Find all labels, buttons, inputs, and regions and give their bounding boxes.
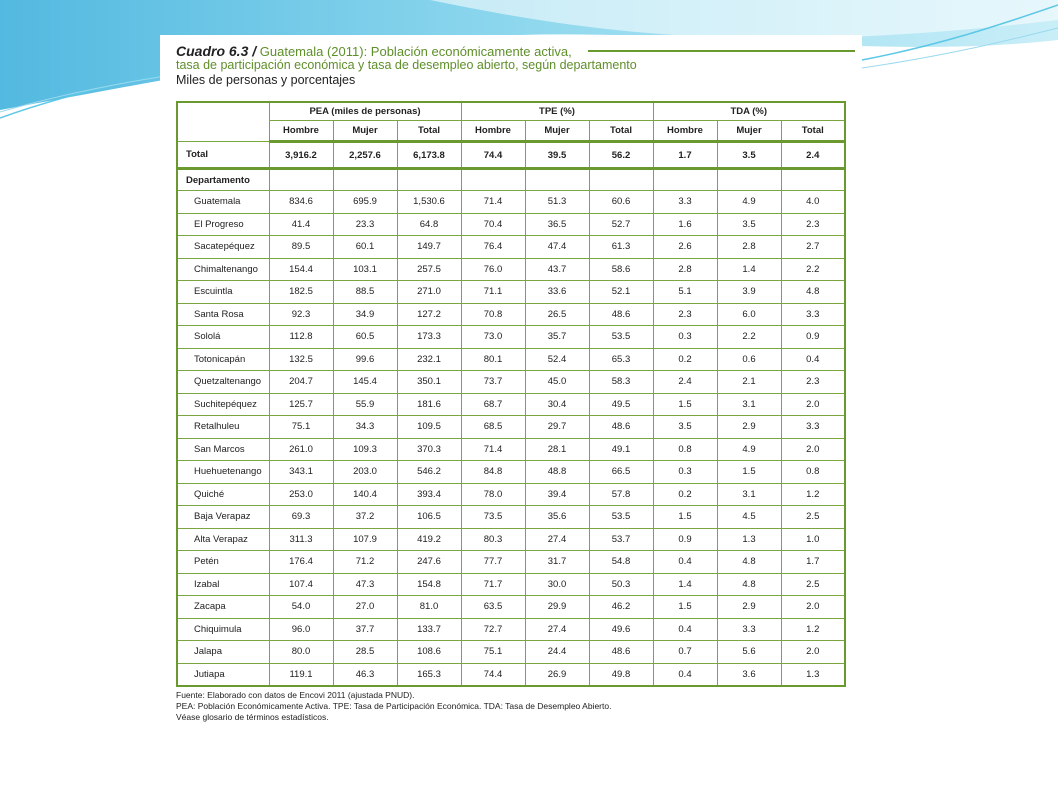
row-label: Chimaltenango: [177, 258, 269, 281]
table-row: [177, 461, 845, 484]
table-cell: 71.7: [461, 573, 525, 596]
table-cell: 53.7: [589, 528, 653, 551]
table-cell: 108.6: [397, 641, 461, 664]
row-label: Totonicapán: [177, 348, 269, 371]
table-cell: [781, 169, 845, 191]
subheader-cell: Total: [589, 121, 653, 142]
table-cell: 271.0: [397, 281, 461, 304]
subheader-cell: Hombre: [461, 121, 525, 142]
table-cell: 247.6: [397, 551, 461, 574]
table-cell: 77.7: [461, 551, 525, 574]
table-cell: 343.1: [269, 461, 333, 484]
table-row: [177, 303, 845, 326]
table-cell: 34.9: [333, 303, 397, 326]
table-cell: 0.4: [653, 551, 717, 574]
table-cell: 49.5: [589, 393, 653, 416]
table-cell: 36.5: [525, 213, 589, 236]
table-cell: 203.0: [333, 461, 397, 484]
subheader-cell: Hombre: [653, 121, 717, 142]
table-cell: 28.5: [333, 641, 397, 664]
table-cell: 37.7: [333, 618, 397, 641]
table-row: [177, 483, 845, 506]
table-cell: 419.2: [397, 528, 461, 551]
row-label: Guatemala: [177, 191, 269, 214]
table-cell: 0.2: [653, 483, 717, 506]
table-cell: 52.7: [589, 213, 653, 236]
table-cell: 39.4: [525, 483, 589, 506]
table-cell: 546.2: [397, 461, 461, 484]
table-cell: 5.1: [653, 281, 717, 304]
table-cell: 48.8: [525, 461, 589, 484]
table-cell: 311.3: [269, 528, 333, 551]
table-cell: 71.4: [461, 438, 525, 461]
table-cell: 68.5: [461, 416, 525, 439]
table-cell: 149.7: [397, 236, 461, 259]
row-label: Total: [177, 142, 269, 169]
table-cell: 1.5: [653, 393, 717, 416]
table-cell: 3.3: [781, 416, 845, 439]
row-label: Zacapa: [177, 596, 269, 619]
table-cell: 204.7: [269, 371, 333, 394]
row-label: El Progreso: [177, 213, 269, 236]
row-label: Huehuetenango: [177, 461, 269, 484]
table-cell: 43.7: [525, 258, 589, 281]
table-cell: 2.0: [781, 393, 845, 416]
table-cell: 70.8: [461, 303, 525, 326]
table-cell: 133.7: [397, 618, 461, 641]
table-cell: 66.5: [589, 461, 653, 484]
row-label: San Marcos: [177, 438, 269, 461]
table-cell: 1.4: [717, 258, 781, 281]
table-cell: 58.6: [589, 258, 653, 281]
table-cell: 75.1: [461, 641, 525, 664]
table-cell: 64.8: [397, 213, 461, 236]
table-cell: [717, 169, 781, 191]
table-cell: 54.0: [269, 596, 333, 619]
table-cell: 0.9: [653, 528, 717, 551]
table-cell: 4.9: [717, 191, 781, 214]
table-cell: 4.8: [781, 281, 845, 304]
table-cell: 3.6: [717, 663, 781, 686]
table-cell: 0.3: [653, 326, 717, 349]
table-cell: 73.7: [461, 371, 525, 394]
subheader-cell: Mujer: [333, 121, 397, 142]
table-cell: 4.8: [717, 551, 781, 574]
table-cell: 0.4: [653, 663, 717, 686]
row-label: Jalapa: [177, 641, 269, 664]
table-cell: 71.1: [461, 281, 525, 304]
table-cell: 2.5: [781, 573, 845, 596]
table-cell: 173.3: [397, 326, 461, 349]
table-row: [177, 596, 845, 619]
table-cell: 3.3: [781, 303, 845, 326]
table-cell: 0.3: [653, 461, 717, 484]
table-row: [177, 506, 845, 529]
subheader-cell: Total: [397, 121, 461, 142]
table-cell: 350.1: [397, 371, 461, 394]
title-rule: [588, 50, 855, 52]
table-cell: [589, 169, 653, 191]
table-cell: 2,257.6: [333, 142, 397, 169]
table-cell: 3.9: [717, 281, 781, 304]
table-cell: 257.5: [397, 258, 461, 281]
table-cell: 58.3: [589, 371, 653, 394]
table-cell: 78.0: [461, 483, 525, 506]
table-cell: 2.5: [781, 506, 845, 529]
table-row: [177, 371, 845, 394]
table-cell: 55.9: [333, 393, 397, 416]
table-cell: 71.2: [333, 551, 397, 574]
table-cell: 2.0: [781, 641, 845, 664]
table-cell: 45.0: [525, 371, 589, 394]
header-tda: TDA (%): [653, 102, 845, 121]
row-label: Quiché: [177, 483, 269, 506]
table-cell: 31.7: [525, 551, 589, 574]
table-cell: 132.5: [269, 348, 333, 371]
table-cell: 393.4: [397, 483, 461, 506]
table-cell: 54.8: [589, 551, 653, 574]
note-glossary: Véase glosario de términos estadísticos.: [176, 712, 329, 722]
table-cell: 30.0: [525, 573, 589, 596]
table-cell: 72.7: [461, 618, 525, 641]
title-line-2: tasa de participación económica y tasa de desempleo abierto, según departamento: [176, 58, 637, 72]
table-cell: 35.6: [525, 506, 589, 529]
table-cell: [269, 169, 333, 191]
table-cell: 26.5: [525, 303, 589, 326]
table-cell: 70.4: [461, 213, 525, 236]
row-label: Chiquimula: [177, 618, 269, 641]
table-cell: 3.5: [653, 416, 717, 439]
table-cell: 53.5: [589, 326, 653, 349]
row-label: Suchitepéquez: [177, 393, 269, 416]
table-cell: 74.4: [461, 142, 525, 169]
table-cell: 0.8: [653, 438, 717, 461]
table-cell: 60.1: [333, 236, 397, 259]
subheader-cell: Mujer: [525, 121, 589, 142]
table-cell: 60.5: [333, 326, 397, 349]
table-cell: 1.7: [653, 142, 717, 169]
row-label: Baja Verapaz: [177, 506, 269, 529]
table-cell: 2.4: [781, 142, 845, 169]
table-cell: 3.3: [717, 618, 781, 641]
table-cell: 4.0: [781, 191, 845, 214]
table-cell: 0.9: [781, 326, 845, 349]
table-cell: 33.6: [525, 281, 589, 304]
table-cell: 3.3: [653, 191, 717, 214]
table-cell: 56.2: [589, 142, 653, 169]
table-cell: 80.1: [461, 348, 525, 371]
table-figure: [160, 35, 862, 725]
table-cell: 140.4: [333, 483, 397, 506]
table-row: [177, 393, 845, 416]
table-cell: 2.3: [653, 303, 717, 326]
table-cell: 6.0: [717, 303, 781, 326]
table-cell: 49.6: [589, 618, 653, 641]
table-cell: 69.3: [269, 506, 333, 529]
table-cell: 5.6: [717, 641, 781, 664]
table-cell: 232.1: [397, 348, 461, 371]
row-label: Sololá: [177, 326, 269, 349]
table-cell: 181.6: [397, 393, 461, 416]
row-label: Retalhuleu: [177, 416, 269, 439]
table-cell: 76.4: [461, 236, 525, 259]
table-cell: 2.4: [653, 371, 717, 394]
table-cell: 47.3: [333, 573, 397, 596]
table-cell: 125.7: [269, 393, 333, 416]
table-cell: 99.6: [333, 348, 397, 371]
table-cell: [461, 169, 525, 191]
table-cell: 92.3: [269, 303, 333, 326]
table-number: Cuadro 6.3 /: [176, 43, 257, 59]
table-cell: 0.8: [781, 461, 845, 484]
table-row: [177, 142, 845, 169]
table-cell: 27.0: [333, 596, 397, 619]
table-cell: 3.5: [717, 142, 781, 169]
table-cell: 4.8: [717, 573, 781, 596]
table-cell: 28.1: [525, 438, 589, 461]
title-line-1: Guatemala (2011): Población económicamente activa,: [259, 44, 572, 59]
table-cell: 34.3: [333, 416, 397, 439]
table-cell: 1.5: [653, 506, 717, 529]
table-cell: 48.6: [589, 303, 653, 326]
table-notes: [176, 690, 611, 723]
row-label: Sacatepéquez: [177, 236, 269, 259]
table-row: [177, 191, 845, 214]
table-title: [176, 45, 572, 58]
subheader-cell: Hombre: [269, 121, 333, 142]
table-row: [177, 438, 845, 461]
table-cell: 1.5: [717, 461, 781, 484]
table-cell: 0.2: [653, 348, 717, 371]
row-label: Departamento: [177, 169, 269, 191]
table-cell: 23.3: [333, 213, 397, 236]
table-row: [177, 213, 845, 236]
table-cell: 1.2: [781, 618, 845, 641]
table-row: [177, 641, 845, 664]
table-cell: 37.2: [333, 506, 397, 529]
table-cell: 52.4: [525, 348, 589, 371]
table-cell: 2.6: [653, 236, 717, 259]
table-cell: 127.2: [397, 303, 461, 326]
table-cell: 6,173.8: [397, 142, 461, 169]
table-cell: 65.3: [589, 348, 653, 371]
subheader-cell: Mujer: [717, 121, 781, 142]
table-row: [177, 528, 845, 551]
table-cell: 71.4: [461, 191, 525, 214]
table-cell: 176.4: [269, 551, 333, 574]
table-cell: 1.3: [781, 663, 845, 686]
table-cell: 48.6: [589, 641, 653, 664]
table-cell: 2.0: [781, 596, 845, 619]
table-cell: 154.8: [397, 573, 461, 596]
table-row: [177, 169, 845, 191]
table-cell: 1,530.6: [397, 191, 461, 214]
table-cell: 49.1: [589, 438, 653, 461]
table-row: [177, 348, 845, 371]
note-source: Fuente: Elaborado con datos de Encovi 2011 (ajustada PNUD).: [176, 690, 415, 700]
table-cell: 76.0: [461, 258, 525, 281]
table-cell: 3,916.2: [269, 142, 333, 169]
table-cell: 41.4: [269, 213, 333, 236]
table-cell: 261.0: [269, 438, 333, 461]
table-cell: 96.0: [269, 618, 333, 641]
table-cell: [333, 169, 397, 191]
table-cell: 3.1: [717, 393, 781, 416]
row-label: Escuintla: [177, 281, 269, 304]
table-cell: 4.9: [717, 438, 781, 461]
table-cell: 1.4: [653, 573, 717, 596]
table-cell: 106.5: [397, 506, 461, 529]
table-cell: 29.9: [525, 596, 589, 619]
subheader-row: [177, 121, 845, 142]
table-cell: 24.4: [525, 641, 589, 664]
table-cell: 2.8: [717, 236, 781, 259]
table-cell: 3.5: [717, 213, 781, 236]
table-cell: 4.5: [717, 506, 781, 529]
table-cell: 89.5: [269, 236, 333, 259]
table-cell: 46.2: [589, 596, 653, 619]
table-row: [177, 663, 845, 686]
table-row: [177, 326, 845, 349]
table-cell: 165.3: [397, 663, 461, 686]
table-cell: 2.8: [653, 258, 717, 281]
row-label: Jutiapa: [177, 663, 269, 686]
table-cell: 80.3: [461, 528, 525, 551]
table-cell: 1.3: [717, 528, 781, 551]
table-cell: 51.3: [525, 191, 589, 214]
table-cell: [653, 169, 717, 191]
table-cell: 35.7: [525, 326, 589, 349]
table-cell: 2.9: [717, 416, 781, 439]
table-cell: 0.7: [653, 641, 717, 664]
table-cell: 2.1: [717, 371, 781, 394]
table-cell: 88.5: [333, 281, 397, 304]
table-row: [177, 258, 845, 281]
table-cell: 109.3: [333, 438, 397, 461]
table-cell: 26.9: [525, 663, 589, 686]
table-cell: 1.7: [781, 551, 845, 574]
table-cell: 109.5: [397, 416, 461, 439]
table-cell: 1.2: [781, 483, 845, 506]
table-cell: 253.0: [269, 483, 333, 506]
table-cell: 1.0: [781, 528, 845, 551]
table-cell: 68.7: [461, 393, 525, 416]
table-cell: 2.7: [781, 236, 845, 259]
header-tpe: TPE (%): [461, 102, 653, 121]
table-cell: 73.5: [461, 506, 525, 529]
table-cell: 1.6: [653, 213, 717, 236]
table-row: [177, 618, 845, 641]
table-cell: 29.7: [525, 416, 589, 439]
table-cell: 119.1: [269, 663, 333, 686]
note-abbreviations: PEA: Población Económicamente Activa. TPE: Tasa de Participación Económica. TDA: Tasa de Desempleo Abierto.: [176, 701, 612, 711]
table-cell: 0.6: [717, 348, 781, 371]
table-cell: 3.1: [717, 483, 781, 506]
table-cell: 2.3: [781, 371, 845, 394]
table-cell: 49.8: [589, 663, 653, 686]
table-row: [177, 416, 845, 439]
table-cell: 61.3: [589, 236, 653, 259]
table-cell: 60.6: [589, 191, 653, 214]
data-table: [176, 101, 846, 687]
table-cell: 182.5: [269, 281, 333, 304]
table-cell: 2.9: [717, 596, 781, 619]
row-label: Santa Rosa: [177, 303, 269, 326]
row-label: Alta Verapaz: [177, 528, 269, 551]
table-cell: 48.6: [589, 416, 653, 439]
table-cell: 80.0: [269, 641, 333, 664]
table-cell: 46.3: [333, 663, 397, 686]
table-cell: 39.5: [525, 142, 589, 169]
table-cell: 834.6: [269, 191, 333, 214]
header-pea: PEA (miles de personas): [269, 102, 461, 121]
row-label: Quetzaltenango: [177, 371, 269, 394]
table-cell: 81.0: [397, 596, 461, 619]
table-cell: 107.9: [333, 528, 397, 551]
table-cell: 84.8: [461, 461, 525, 484]
table-cell: 27.4: [525, 528, 589, 551]
table-row: [177, 573, 845, 596]
table-cell: 2.0: [781, 438, 845, 461]
subheader-cell: Total: [781, 121, 845, 142]
table-cell: 112.8: [269, 326, 333, 349]
table-cell: 63.5: [461, 596, 525, 619]
table-cell: 57.8: [589, 483, 653, 506]
table-cell: 73.0: [461, 326, 525, 349]
table-cell: 0.4: [653, 618, 717, 641]
table-cell: 1.5: [653, 596, 717, 619]
table-cell: 0.4: [781, 348, 845, 371]
table-cell: 75.1: [269, 416, 333, 439]
table-cell: 107.4: [269, 573, 333, 596]
table-cell: 2.3: [781, 213, 845, 236]
table-cell: 103.1: [333, 258, 397, 281]
table-cell: 2.2: [781, 258, 845, 281]
table-cell: 74.4: [461, 663, 525, 686]
table-cell: 27.4: [525, 618, 589, 641]
table-cell: 370.3: [397, 438, 461, 461]
header-corner: [177, 102, 269, 142]
table-row: [177, 551, 845, 574]
table-cell: 47.4: [525, 236, 589, 259]
table-cell: 50.3: [589, 573, 653, 596]
table-cell: 53.5: [589, 506, 653, 529]
table-cell: 30.4: [525, 393, 589, 416]
table-cell: 2.2: [717, 326, 781, 349]
table-cell: 154.4: [269, 258, 333, 281]
table-cell: [397, 169, 461, 191]
row-label: Izabal: [177, 573, 269, 596]
table-row: [177, 281, 845, 304]
table-cell: 52.1: [589, 281, 653, 304]
row-label: Petén: [177, 551, 269, 574]
table-cell: [525, 169, 589, 191]
table-cell: 695.9: [333, 191, 397, 214]
table-row: [177, 236, 845, 259]
title-units: Miles de personas y porcentajes: [176, 73, 356, 87]
table-cell: 145.4: [333, 371, 397, 394]
